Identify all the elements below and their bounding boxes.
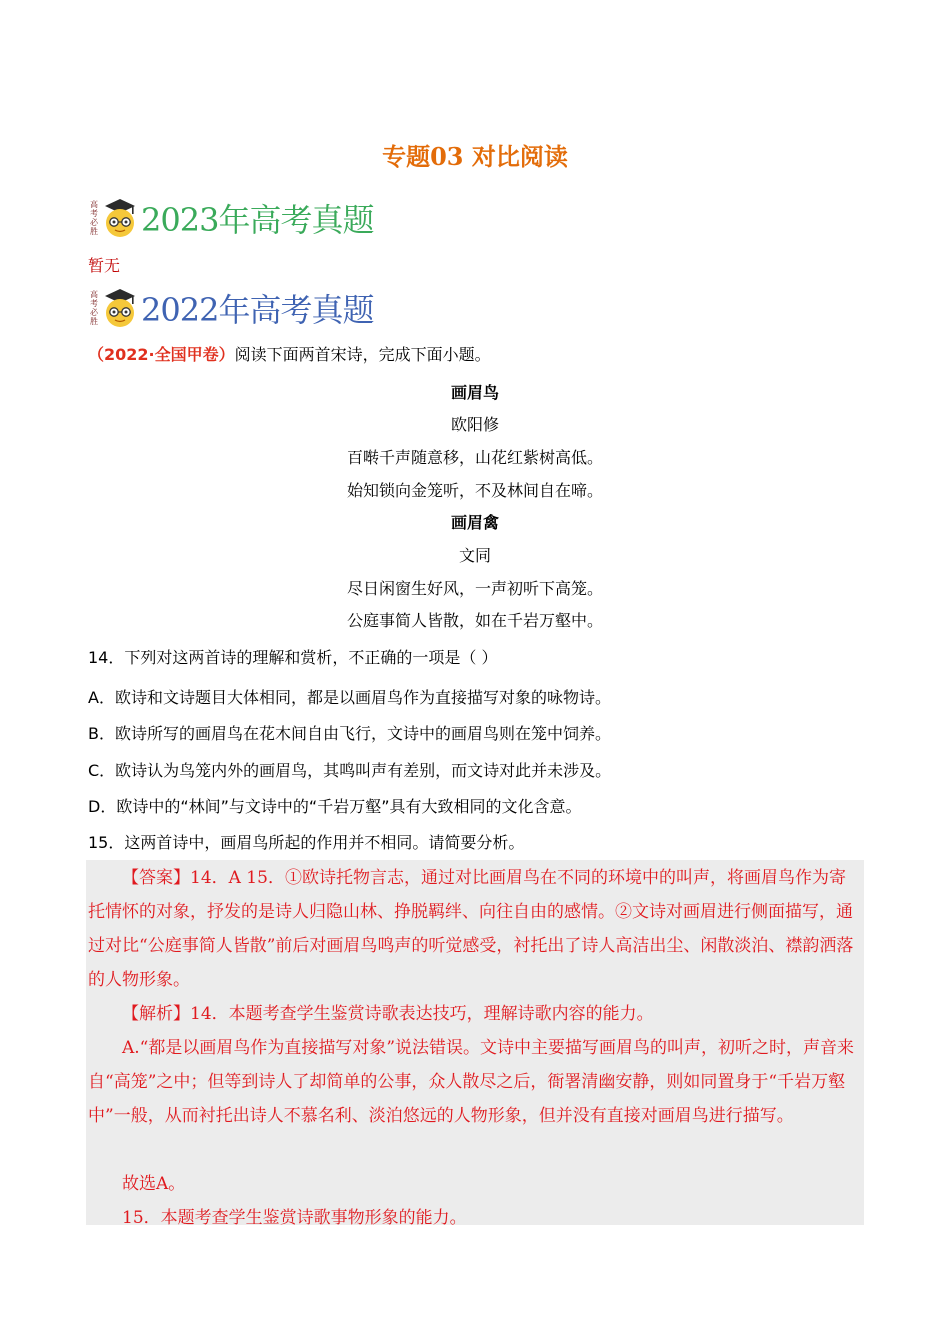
q14-option-a: A．欧诗和文诗题目大体相同，都是以画眉鸟作为直接描写对象的咏物诗。: [88, 688, 611, 707]
poem1-title: 画眉鸟: [450, 383, 499, 402]
analysis-14-choice: 故选A。: [122, 1174, 186, 1194]
q14-option-c: C．欧诗认为鸟笼内外的画眉鸟，其鸣叫声有差别，而文诗对此并未涉及。: [88, 761, 612, 780]
q14-option-d: D．欧诗中的“林间”与文诗中的“千岩万壑”具有大致相同的文化含意。: [88, 797, 582, 816]
analysis-14-detail: A.“都是以画眉鸟作为直接描写对象”说法错误。文诗中主要描写画眉鸟的叫声，初听之时，声音来自“高笼”之中；但等到诗人了却简单的公事，众人散尽之后，衙署清幽安静，则如同置身于“千岩万壑中”一般，从而衬托出诗人不慕名利、淡泊悠远的人物形象，但并没有直接对画眉鸟进行描写。: [88, 1038, 855, 1126]
analysis-para: 【解析】14．本题考查学生鉴赏诗歌表达技巧，理解诗歌内容的能力。: [122, 1004, 654, 1024]
badge-2023: [88, 195, 373, 241]
q15-stem: 15．这两首诗中，画眉鸟所起的作用并不相同。请简要分析。: [88, 833, 525, 852]
poem1-line2: 始知锁向金笼听，不及林间自在啼。: [346, 481, 603, 500]
none-text: 暂无: [88, 256, 121, 275]
badge-2023-label: 2023年高考真题: [141, 201, 374, 239]
poem2-author: 文同: [458, 546, 491, 565]
exam-source: （2022·全国甲卷）: [88, 345, 235, 364]
analysis-15: 15．本题考查学生鉴赏诗歌事物形象的能力。: [122, 1208, 467, 1228]
graduate-emoji-icon: [101, 197, 139, 239]
poem2-line2: 公庭事简人皆散，如在千岩万壑中。: [346, 611, 603, 630]
question-intro: [88, 342, 491, 365]
badge-2022-label: 2022年高考真题: [141, 291, 374, 329]
graduate-emoji-icon: [101, 287, 139, 329]
answer-para: 【答案】14．A 15．①欧诗托物言志，通过对比画眉鸟在不同的环境中的叫声，将画眉鸟作为寄托情怀的对象，抒发的是诗人归隐山林、挣脱羁绊、向往自由的感情。②文诗对画眉进行侧面描写，通过对比“公庭事简人皆散”前后对画眉鸟鸣声的听觉感受，衬托出了诗人高洁出尘、闲散淡泊、襟韵洒落的人物形象。: [88, 868, 854, 990]
poem2-line1: 尽日闲窗生好风，一声初听下高笼。: [346, 579, 603, 598]
q14-option-b: B．欧诗所写的画眉鸟在花木间自由飞行，文诗中的画眉鸟则在笼中饲养。: [88, 724, 611, 743]
poem1-line1: 百啭千声随意移，山花红紫树高低。: [346, 448, 603, 467]
page-title: 专题03 对比阅读: [382, 142, 568, 171]
intro-text: 阅读下面两首宋诗，完成下面小题。: [234, 345, 491, 364]
badge-side-text: 高考必胜: [90, 200, 98, 236]
poem2-title: 画眉禽: [450, 513, 499, 532]
poem1-author: 欧阳修: [450, 415, 499, 434]
badge-side-text: 高考必胜: [90, 290, 98, 326]
q14-stem: 14．下列对这两首诗的理解和赏析，不正确的一项是（ ）: [88, 648, 498, 667]
badge-2022: [88, 285, 373, 331]
